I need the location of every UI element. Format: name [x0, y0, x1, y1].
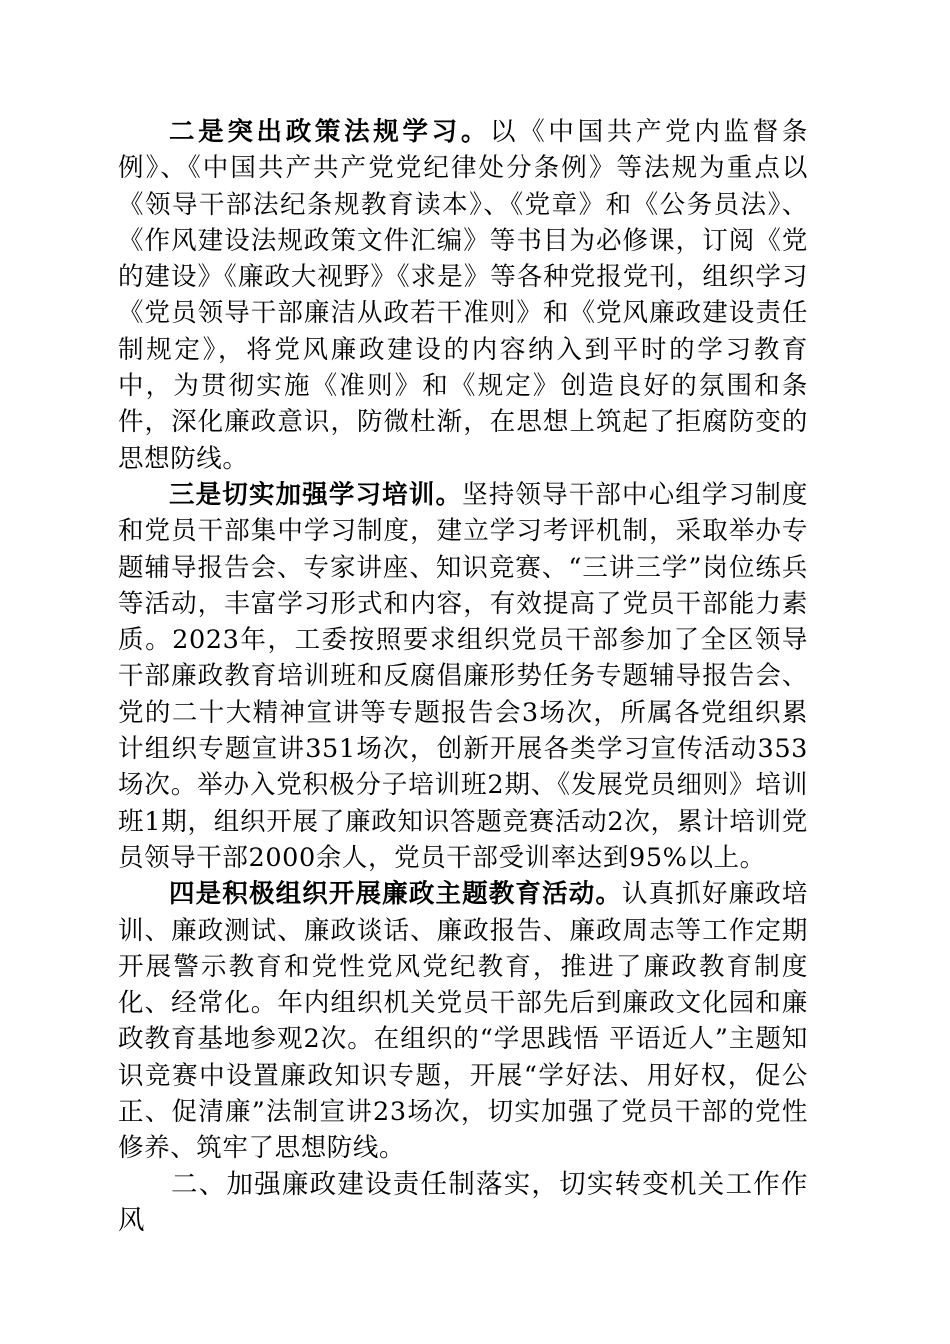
paragraph-training	[118, 477, 808, 876]
paragraph-body: 认真抓好廉政培训、廉政测试、廉政谈话、廉政报告、廉政周志等工作定期开展警示教育和党性党风党纪教育，推进了廉政教育制度化、经常化。年内组织机关党员干部先后到廉政文化园和廉政教育基地参观2次。在组织的“学思践悟 平语近人”主题知识竞赛中设置廉政知识专题，开展“学好法、用好权，促公正、促清廉”法制宣讲23场次，切实加强了党员干部的党性修养、筑牢了思想防线。	[118, 879, 809, 1164]
document-page	[118, 114, 808, 1239]
paragraph-lead: 三是切实加强学习培训。	[169, 479, 463, 510]
paragraph-body: 以《中国共产党内监督条例》、《中国共产共产党党纪律处分条例》等法规为重点以《领导干部法纪条规教育读本》、《党章》和《公务员法》、《作风建设法规政策文件汇编》等书目为必修课，订阅《党的建设》《廉政大视野》《求是》等各种党报党刊，组织学习《党员领导干部廉洁从政若干准则》和《党风廉政建设责任制规定》，将党风廉政建设的内容纳入到平时的学习教育中，为贯彻实施《准则》和《规定》创造良好的氛围和条件，深化廉政意识，防微杜渐，在思想上筑起了拒腐防变的思想防线。	[118, 117, 808, 474]
section-heading: 二、加强廉政建设责任制落实，切实转变机关工作作风	[118, 1168, 808, 1236]
paragraph-body: 坚持领导干部中心组学习制度和党员干部集中学习制度，建立学习考评机制，采取举办专题辅导报告会、专家讲座、知识竞赛、“三讲三学”岗位练兵等活动，丰富学习形式和内容，有效提高了党员干部能力素质。2023年，工委按照要求组织党员干部参加了全区领导干部廉政教育培训班和反腐倡廉形势任务专题辅导报告会、党的二十大精神宣讲等专题报告会3场次，所属各党组织累计组织专题宣讲351场次，创新开展各类学习宣传活动353场次。举办入党积极分子培训班2期、《发展党员细则》培训班1期，组织开展了廉政知识答题竞赛活动2次，累计培训党员领导干部2000余人，党员干部受训率达到95%以上。	[118, 479, 808, 873]
paragraph-policy-study	[118, 114, 808, 477]
paragraph-lead: 四是积极组织开展廉政主题教育活动。	[169, 879, 623, 910]
paragraph-education-activities	[118, 876, 808, 1166]
paragraph-lead: 二是突出政策法规学习。	[169, 117, 491, 147]
